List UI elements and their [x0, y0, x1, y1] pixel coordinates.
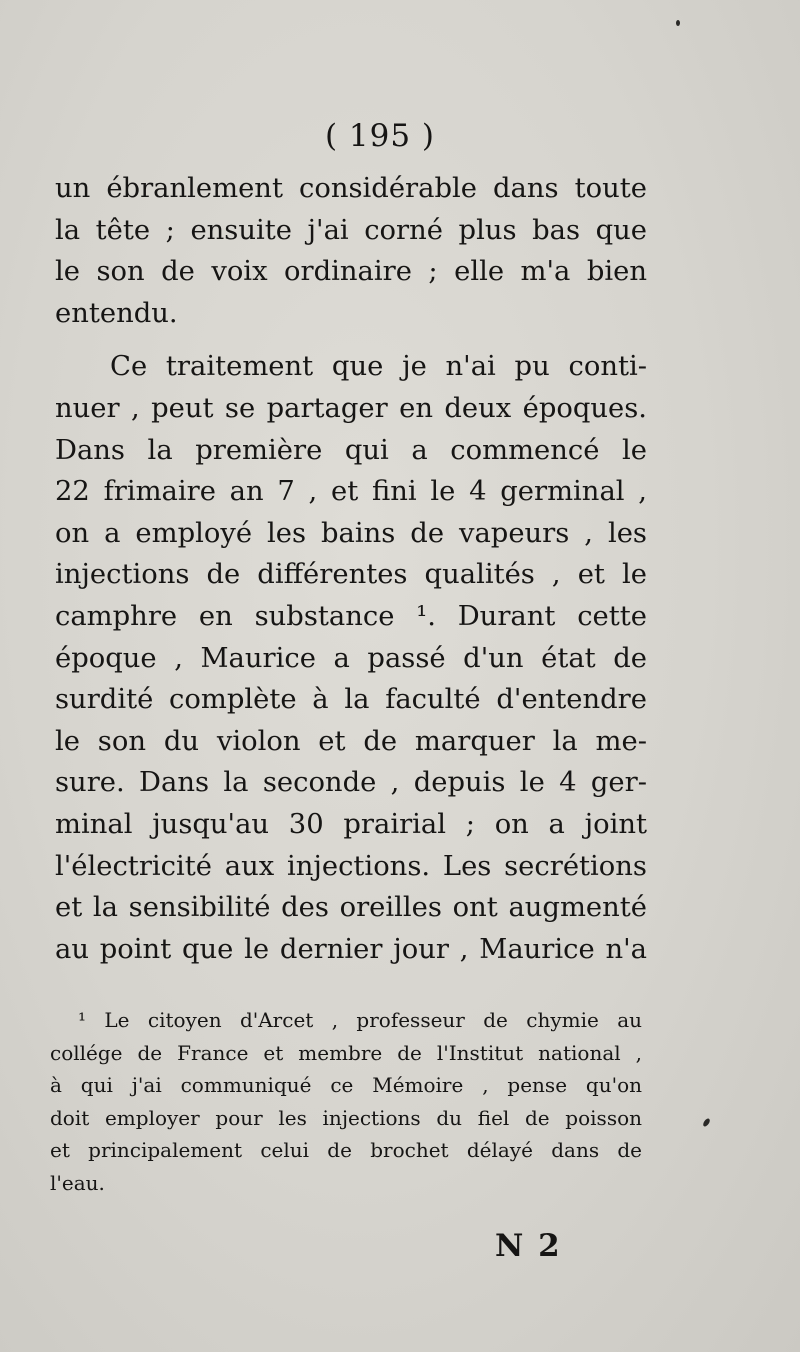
text-line: injections de différentes qualités , et le	[55, 559, 647, 591]
footnote-line: et principalement celui de brochet délayé dans de	[50, 1138, 642, 1162]
text-line: un ébranlement considérable dans toute	[55, 173, 647, 204]
footnote-line: collége de France et membre de l'Institut national ,	[50, 1040, 642, 1065]
footnote-line: ¹ Le citoyen d'Arcet , professeur de chymie au	[78, 1008, 642, 1032]
text-line: la tête ; ensuite j'ai corné plus bas que	[55, 214, 647, 246]
ink-speck	[702, 1117, 711, 1127]
text-line: camphre en substance ¹. Durant cette	[55, 600, 647, 632]
text-line: minal jusqu'au 30 prairial ; on a joint	[55, 808, 647, 840]
text-line: sure. Dans la seconde , depuis le 4 ger-	[55, 767, 647, 799]
text-line: le son de voix ordinaire ; elle m'a bien	[55, 256, 647, 288]
footnote-line: doit employer pour les injections du fiel de poisson	[50, 1105, 642, 1130]
text-line: Dans la première qui a commencé le	[55, 434, 647, 466]
text-line: surdité complète à la faculté d'entendre	[55, 684, 647, 716]
text-line: Ce traitement que je n'ai pu conti-	[110, 351, 647, 383]
text-line: l'électricité aux injections. Les secrétions	[55, 850, 647, 882]
text-line: et la sensibilité des oreilles ont augmenté	[55, 892, 647, 924]
text-line: nuer , peut se partager en deux époques.	[55, 392, 647, 424]
footnote	[50, 1004, 642, 1199]
page-number: ( 195 )	[324, 118, 436, 154]
ink-speck	[676, 20, 680, 26]
text-line: époque , Maurice a passé d'un état de	[55, 642, 647, 674]
footnote-line: l'eau.	[50, 1170, 105, 1195]
main-text	[55, 168, 647, 970]
text-line: on a employé les bains de vapeurs , les	[55, 517, 647, 549]
footnote-line: à qui j'ai communiqué ce Mémoire , pense qu'on	[50, 1073, 642, 1097]
text-line: entendu.	[55, 297, 178, 329]
signature-mark: N 2	[495, 1228, 562, 1264]
text-line: au point que le dernier jour , Maurice n'a	[55, 933, 647, 965]
text-line: le son du violon et de marquer la me-	[55, 725, 647, 757]
text-line: 22 frimaire an 7 , et fini le 4 germinal ,	[55, 476, 647, 508]
